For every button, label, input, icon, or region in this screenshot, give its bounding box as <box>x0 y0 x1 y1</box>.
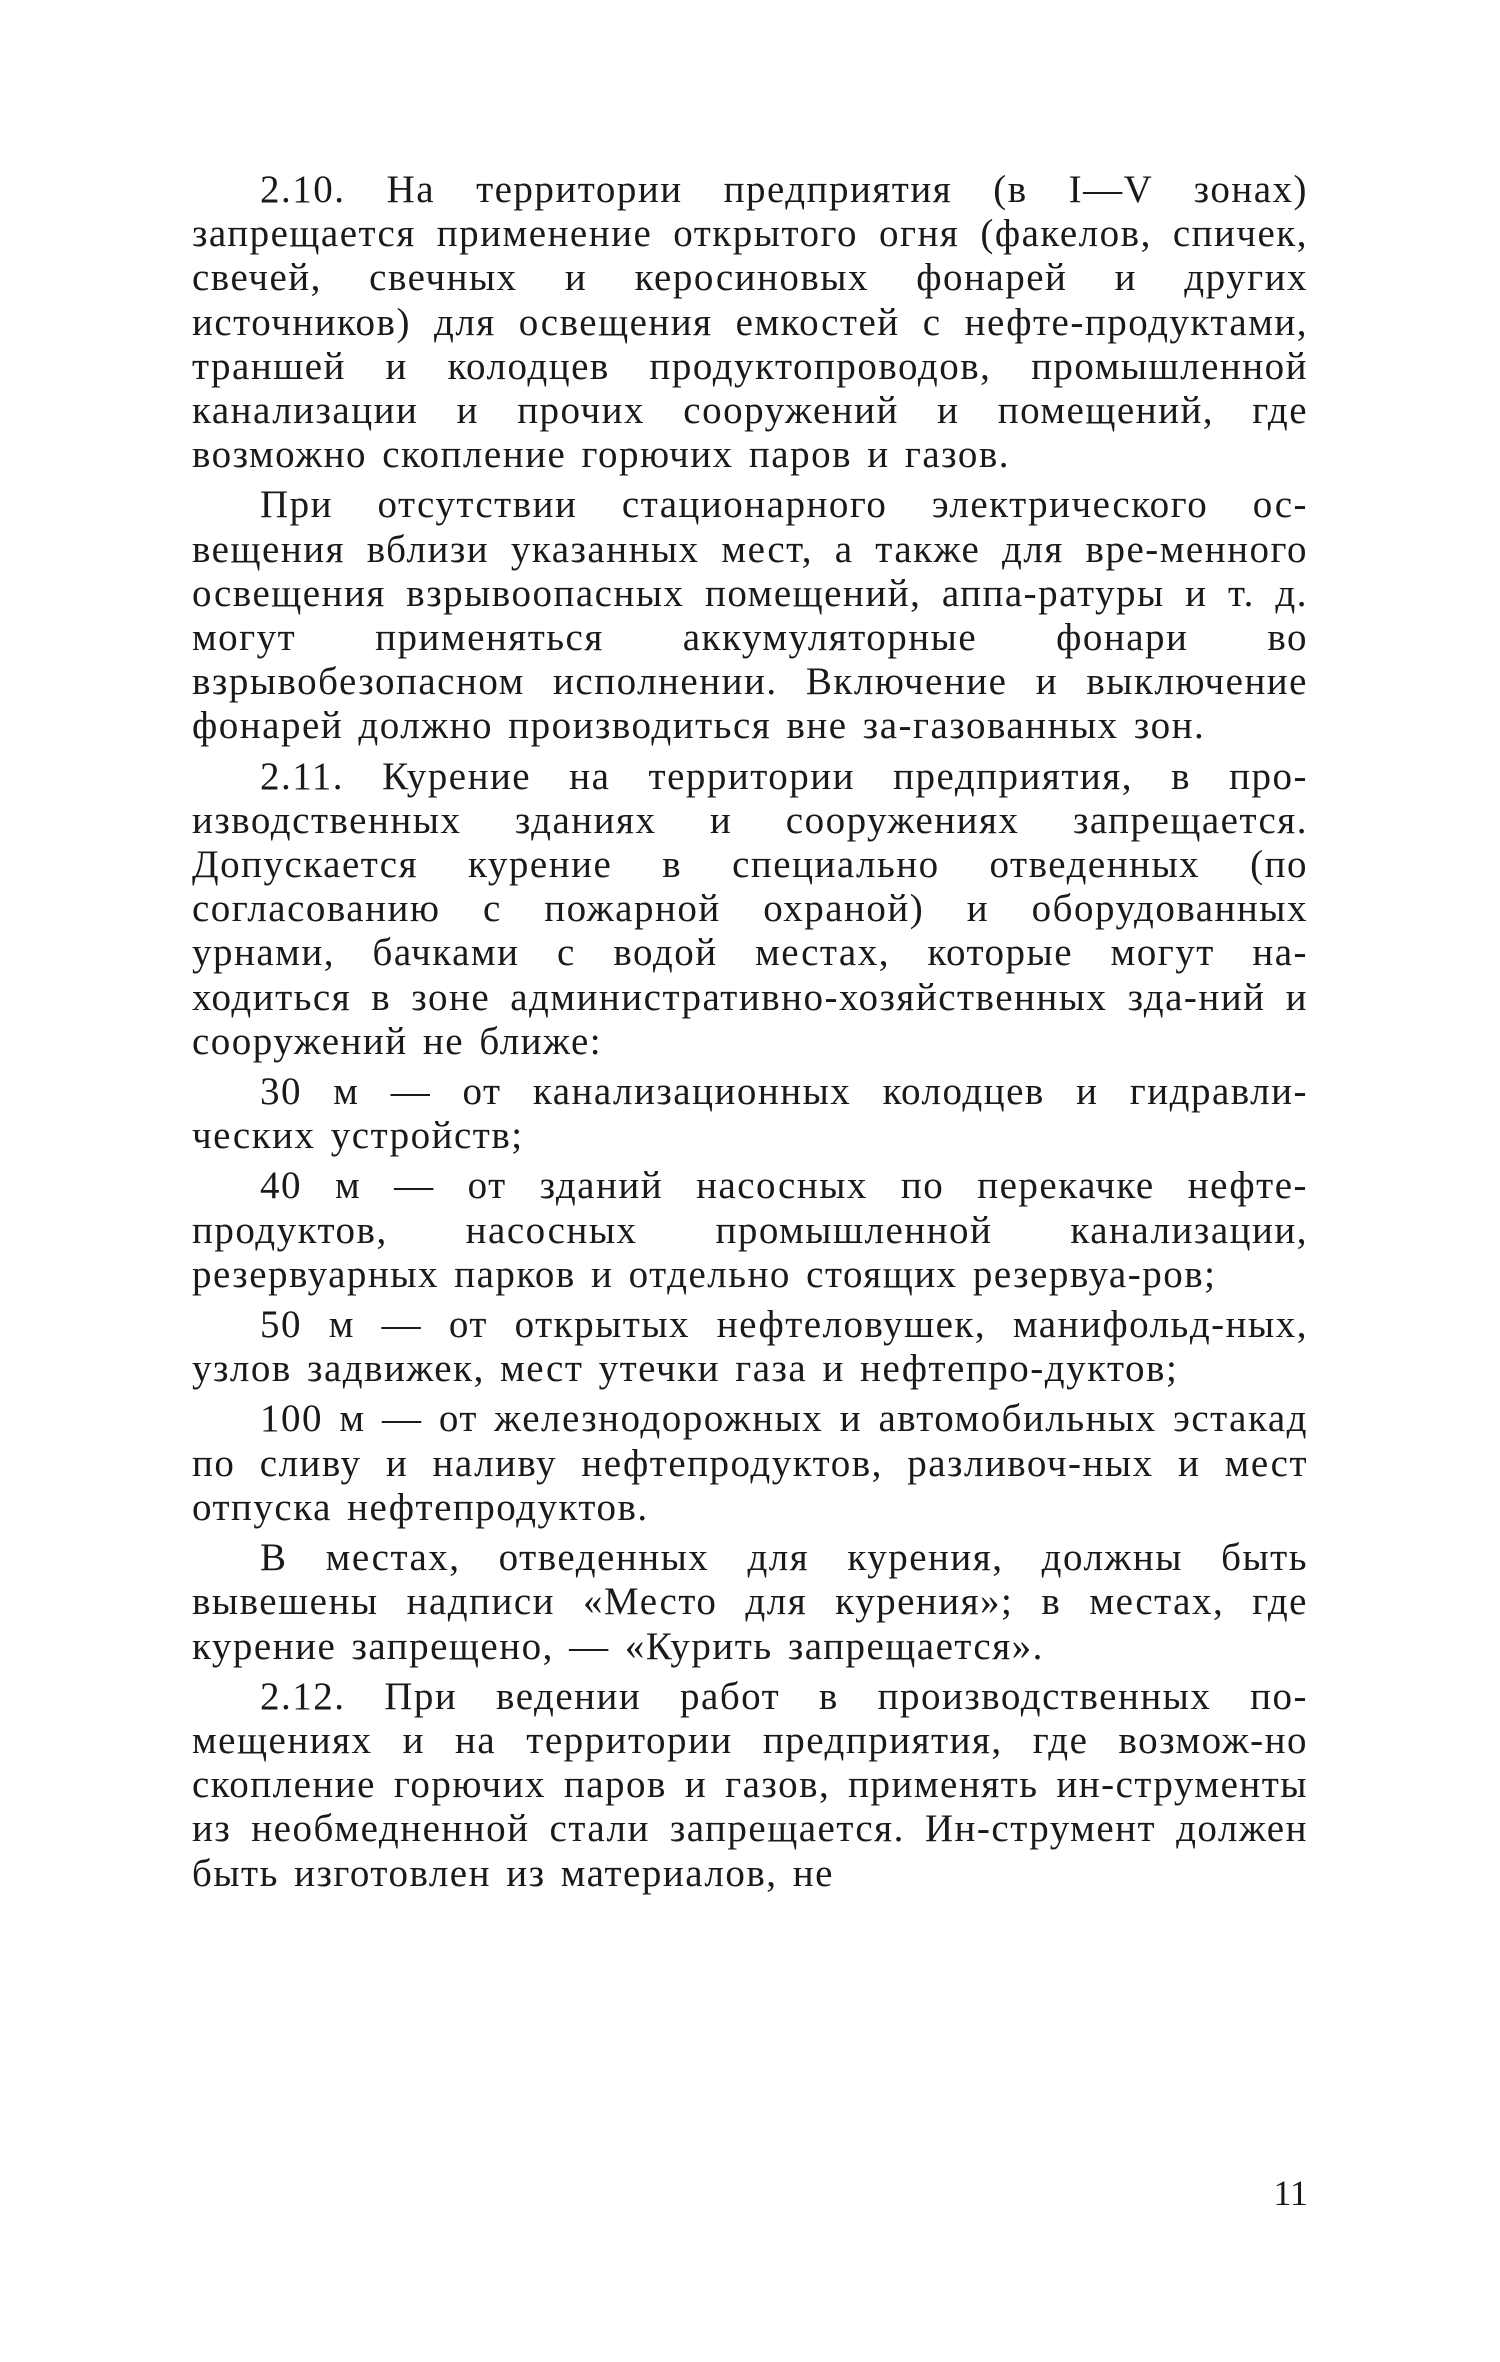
paragraph-100m: 100 м — от железнодорожных и автомобильных эстакад по сливу и наливу нефтепродуктов, разливоч-ных и мест отпуска нефтепродуктов. <box>192 1397 1308 1529</box>
paragraph-40m: 40 м — от зданий насосных по перекачке нефте-продуктов, насосных промышленной канализации, резервуарных парков и отдельно стоящих резервуа-ров; <box>192 1164 1308 1296</box>
body-text <box>192 168 1308 1902</box>
paragraph-smoking-signs: В местах, отведенных для курения, должны быть вывешены надписи «Место для курения»; в местах, где курение запрещено, — «Курить запрещается». <box>192 1536 1308 1668</box>
paragraph-30m: 30 м — от канализационных колодцев и гидравли-ческих устройств; <box>192 1070 1308 1158</box>
paragraph-lighting: При отсутствии стационарного электрического ос-вещения вблизи указанных мест, а также для вре-менного освещения взрывоопасных помещений, аппа-ратуры и т. д. могут применяться аккумуляторные фонари во взрывобезопасном исполнении. Включение и выключение фонарей должно производиться вне за-газованных зон. <box>192 483 1308 748</box>
paragraph-2-11: 2.11. Курение на территории предприятия, в про-изводственных зданиях и сооружениях запрещается. Допускается курение в специально отведенных (по согласованию с пожарной охраной) и оборудованных урнами, бачками с водой местах, которые могут на-ходиться в зоне административно-хозяйственных зда-ний и сооружений не ближе: <box>192 754 1308 1063</box>
page-number: 11 <box>1273 2173 1308 2213</box>
paragraph-2-12: 2.12. При ведении работ в производственных по-мещениях и на территории предприятия, где возмож-но скопление горючих паров и газов, применять ин-струменты из необмедненной стали запрещается. Ин-струмент должен быть изготовлен из материалов, не <box>192 1674 1308 1895</box>
paragraph-2-10: 2.10. На территории предприятия (в I—V зонах) запрещается применение открытого огня (факелов, спичек, свечей, свечных и керосиновых фонарей и других источников) для освещения емкостей с нефте-продуктами, траншей и колодцев продуктопроводов, промышленной канализации и прочих сооружений и помещений, где возможно скопление горючих паров и газов. <box>192 168 1308 477</box>
paragraph-50m: 50 м — от открытых нефтеловушек, манифольд-ных, узлов задвижек, мест утечки газа и нефтепро-дуктов; <box>192 1303 1308 1391</box>
